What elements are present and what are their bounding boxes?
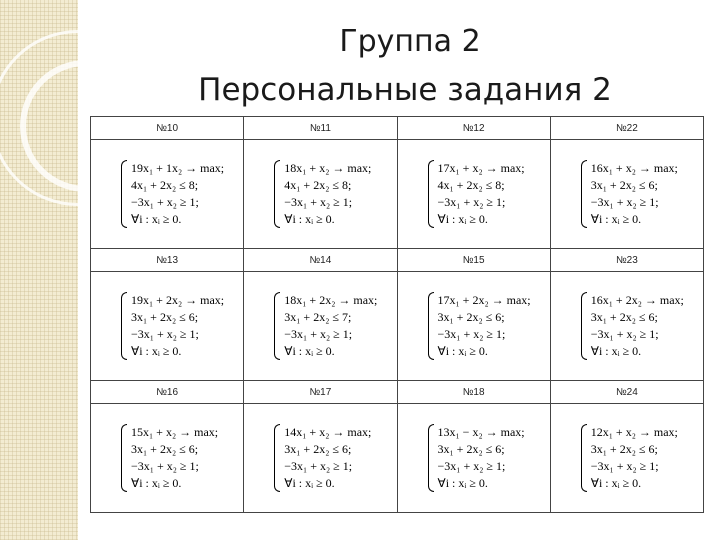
equation-line: 4x₁ + 2x₂ ≤ 8;	[437, 178, 505, 192]
equation-line: 15x₁ + x₂ → max;	[131, 425, 219, 439]
task-cell	[550, 404, 703, 513]
equation-line: −3x₁ + x₂ ≥ 1;	[590, 195, 659, 209]
task-cell	[244, 404, 397, 513]
equation-line: ∀i : xᵢ ≥ 0.	[437, 212, 488, 226]
brace-icon	[274, 424, 280, 492]
equation-system	[428, 292, 550, 360]
equation-line: 19x₁ + 2x₂ → max;	[131, 293, 225, 307]
equation-system	[581, 424, 703, 492]
task-number: №16	[91, 381, 244, 404]
task-cell	[550, 140, 703, 249]
task-number: №11	[244, 117, 397, 140]
page-subtitle: Персональные задания 2	[198, 72, 612, 108]
task-cell	[397, 404, 550, 513]
task-number: №13	[91, 249, 244, 272]
brace-icon	[428, 292, 434, 360]
task-number: №22	[550, 117, 703, 140]
equation-line: 3x₁ + 2x₂ ≤ 6;	[131, 442, 199, 456]
equation-line: ∀i : xᵢ ≥ 0.	[437, 476, 488, 490]
equation-line: 19x₁ + 1x₂ → max;	[131, 161, 225, 175]
decorative-side-panel	[0, 0, 78, 540]
equation-line: 3x₁ + 2x₂ ≤ 7;	[284, 310, 352, 324]
table-header-row	[91, 381, 704, 404]
equation-line: −3x₁ + x₂ ≥ 1;	[590, 459, 659, 473]
equation-system	[274, 160, 396, 228]
task-number: №14	[244, 249, 397, 272]
equation-line: −3x₁ + x₂ ≥ 1;	[131, 195, 199, 209]
task-cell	[91, 272, 244, 381]
equation-line: 4x₁ + 2x₂ ≤ 8;	[131, 178, 199, 192]
equation-system	[274, 424, 396, 492]
equation-line: 4x₁ + 2x₂ ≤ 8;	[284, 178, 352, 192]
task-cell	[397, 272, 550, 381]
equation-system	[121, 160, 243, 228]
brace-icon	[428, 160, 434, 228]
tasks-table	[90, 116, 704, 513]
equation-line: −3x₁ + x₂ ≥ 1;	[284, 327, 353, 341]
table-row	[91, 140, 704, 249]
table-header-row	[91, 249, 704, 272]
equation-system	[581, 160, 703, 228]
equation-line: 18x₁ + x₂ → max;	[284, 161, 372, 175]
equation-line: 3x₁ + 2x₂ ≤ 6;	[590, 178, 658, 192]
equation-line: 3x₁ + 2x₂ ≤ 6;	[131, 310, 199, 324]
equation-line: −3x₁ + x₂ ≥ 1;	[284, 195, 353, 209]
equation-line: −3x₁ + x₂ ≥ 1;	[131, 459, 199, 473]
equation-line: 3x₁ + 2x₂ ≤ 6;	[437, 310, 505, 324]
equation-line: ∀i : xᵢ ≥ 0.	[284, 476, 335, 490]
equation-system	[121, 424, 243, 492]
equation-line: ∀i : xᵢ ≥ 0.	[131, 476, 182, 490]
equation-line: 14x₁ + x₂ → max;	[284, 425, 372, 439]
equation-line: −3x₁ + x₂ ≥ 1;	[437, 459, 506, 473]
equation-line: 3x₁ + 2x₂ ≤ 6;	[590, 310, 658, 324]
task-cell	[397, 140, 550, 249]
brace-icon	[121, 424, 127, 492]
page-title: Группа 2	[339, 24, 481, 59]
task-cell	[91, 404, 244, 513]
equation-line: −3x₁ + x₂ ≥ 1;	[284, 459, 353, 473]
brace-icon	[581, 160, 587, 228]
brace-icon	[121, 292, 127, 360]
equation-system	[428, 160, 550, 228]
brace-icon	[581, 424, 587, 492]
brace-icon	[428, 424, 434, 492]
equation-line: −3x₁ + x₂ ≥ 1;	[437, 195, 506, 209]
equation-line: 12x₁ + x₂ → max;	[590, 425, 678, 439]
task-cell	[550, 272, 703, 381]
equation-line: ∀i : xᵢ ≥ 0.	[284, 344, 335, 358]
equation-system	[274, 292, 396, 360]
task-cell	[244, 140, 397, 249]
task-number: №18	[397, 381, 550, 404]
brace-icon	[274, 292, 280, 360]
task-cell	[244, 272, 397, 381]
equation-line: ∀i : xᵢ ≥ 0.	[590, 344, 642, 358]
equation-line: ∀i : xᵢ ≥ 0.	[131, 212, 182, 226]
equation-line: −3x₁ + x₂ ≥ 1;	[590, 327, 659, 341]
task-number: №15	[397, 249, 550, 272]
equation-line: 13x₁ − x₂ → max;	[437, 425, 525, 439]
equation-line: −3x₁ + x₂ ≥ 1;	[131, 327, 199, 341]
equation-line: 16x₁ + x₂ → max;	[590, 161, 678, 175]
equation-line: ∀i : xᵢ ≥ 0.	[590, 212, 642, 226]
table-header-row	[91, 117, 704, 140]
equation-line: −3x₁ + x₂ ≥ 1;	[437, 327, 506, 341]
task-number: №23	[550, 249, 703, 272]
task-number: №17	[244, 381, 397, 404]
task-number: №24	[550, 381, 703, 404]
brace-icon	[121, 160, 127, 228]
equation-line: 3x₁ + 2x₂ ≤ 6;	[437, 442, 505, 456]
equation-line: ∀i : xᵢ ≥ 0.	[437, 344, 488, 358]
equation-line: 3x₁ + 2x₂ ≤ 6;	[284, 442, 352, 456]
equation-line: ∀i : xᵢ ≥ 0.	[590, 476, 642, 490]
equation-line: ∀i : xᵢ ≥ 0.	[131, 344, 182, 358]
task-cell	[91, 140, 244, 249]
equation-line: 16x₁ + 2x₂ → max;	[590, 293, 684, 307]
equation-line: 17x₁ + 2x₂ → max;	[437, 293, 531, 307]
equation-line: 18x₁ + 2x₂ → max;	[284, 293, 378, 307]
equation-line: 17x₁ + x₂ → max;	[437, 161, 525, 175]
equation-system	[581, 292, 703, 360]
equation-system	[428, 424, 550, 492]
table-row	[91, 404, 704, 513]
task-number: №12	[397, 117, 550, 140]
brace-icon	[274, 160, 280, 228]
equation-line: ∀i : xᵢ ≥ 0.	[284, 212, 335, 226]
equation-line: 3x₁ + 2x₂ ≤ 6;	[590, 442, 658, 456]
brace-icon	[581, 292, 587, 360]
task-number: №10	[91, 117, 244, 140]
equation-system	[121, 292, 243, 360]
table-row	[91, 272, 704, 381]
